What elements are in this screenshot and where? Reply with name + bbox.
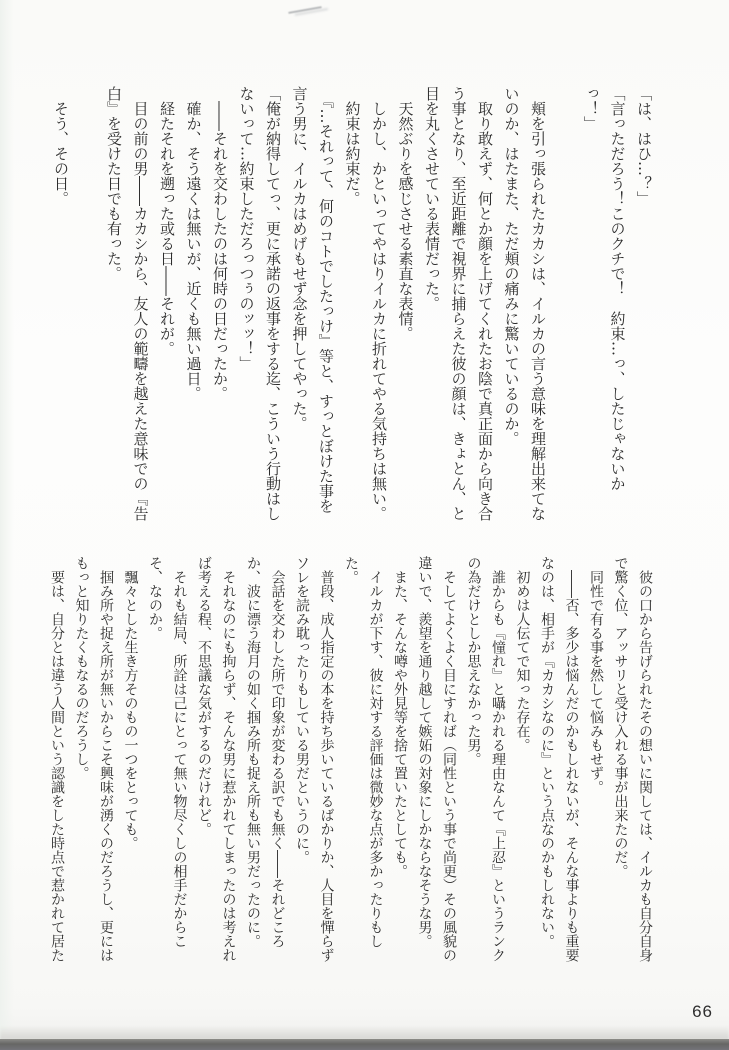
upper-text-block	[48, 86, 658, 523]
blank-line	[551, 86, 578, 523]
text-paragraph: 同性で有る事を然して悩みもせず。	[588, 556, 604, 794]
text-paragraph: 約束は約束だ。	[343, 86, 362, 206]
text-paragraph: それなのにも拘らず、そんな男に惹かれてしまったのは考えれば考える程、不思議な気がするのだけれど。	[196, 556, 237, 962]
blank-line	[74, 86, 101, 523]
text-paragraph: 掴み所や捉え所が無いからこそ興味が湧くのだろうし、更にはもっと知りたくもなるのだろうし。	[73, 556, 114, 962]
text-paragraph: 初めは人伝てで知った存在。	[514, 556, 531, 752]
text-paragraph: 頬を引っ張られたカカシは、イルカの言う意味を理解出来てないのか、はたまた、ただ頬の痛みに驚いているのか。	[502, 86, 547, 521]
text-paragraph: しかし、かといってやはりイルカに折れてやる気持ちは無い。	[370, 86, 388, 521]
text-paragraph: 誰からも『憧れ』と囁かれる理由なんて『上忍』というランクの為だけとしか思えなかった男。	[465, 556, 506, 962]
text-paragraph: 取り敢えず、何とか顔を上げてくれたお陰で真正面から向き合う事となり、至近距離で視界に捕らえた彼の顔は、きょとん、と目を丸くさせている表情だった。	[423, 86, 494, 521]
text-paragraph: 要は、自分とは違う人間という認識をした時点で惹かれて居た	[49, 556, 65, 962]
text-paragraph: 確か、そう遠くは無いが、近くも無い過日。	[184, 86, 203, 401]
text-paragraph: また、そんな噂や外見等を捨て置いたとしても。	[392, 556, 408, 878]
text-paragraph: ――それを交わしたのは何時の日だったか。	[211, 86, 229, 401]
lower-text-block	[45, 556, 658, 965]
text-paragraph: 会話を交わした所で印象が変わる訳でも無く――それどころか、波に漂う海月の如く掴み所も捉え所も無い男だったのに。	[245, 556, 286, 948]
text-paragraph: 「言っただろう！このクチで！ 約束…っ、したじゃないかっ！」	[582, 86, 627, 491]
text-paragraph: そしてよくよく目にすれば（同性という事で尚更）その風貌の違いで、羨望を通り越して嫉妬の対象にしかならなそうな男。	[416, 556, 457, 962]
hair-artifact	[288, 6, 322, 14]
text-paragraph: そう、その日。	[52, 86, 70, 206]
text-paragraph: 「俺が納得してっ、更に承諾の返事をする迄、こういう行動はしないって…約束しただろっつぅのッッ！」	[237, 86, 282, 521]
page-left-edge	[0, 0, 14, 1050]
text-paragraph: 『…それって、何のコトでしたっけ』等と、すっとぼけた事を言う男に、イルカはめげもせず念を押してやった。	[290, 86, 335, 514]
text-paragraph: それも結局、所詮は己にとって無い物尽くしの相手だからこそ、なのか。	[147, 556, 188, 948]
text-paragraph: ――否、多少は悩んだのかもしれないが、そんな事よりも重要なのは、相手が『カカシなのに』という点なのかもしれない。	[539, 556, 580, 962]
text-paragraph: 普段、成人指定の本を持ち歩いているばかりか、人目を憚らずソレを読み耽ったりもしている男だというのに。	[294, 556, 335, 962]
page-number: 66	[692, 1002, 713, 1021]
text-paragraph: 目の前の男――カカシから、友人の範疇を越えた意味での『告白』を受けた日でも有った。	[105, 86, 150, 521]
text-paragraph: 天然ぶりを感じさせる素直な表情。	[396, 86, 415, 341]
text-paragraph: 飄々とした生き方そのもの一つをとっても。	[122, 556, 139, 850]
text-paragraph: 「は、はひ…？」	[635, 86, 653, 206]
page-bottom-edge	[0, 1039, 729, 1050]
text-paragraph: 彼の口から告げられたその想いに関しては、イルカも自分自身で驚く位、アッサリと受け入れる事が出来たのだ。	[612, 556, 653, 962]
page-bottom-shadow	[0, 1026, 729, 1040]
text-paragraph: イルカが下す、彼に対する評価は微妙な点が多かったりもした。	[343, 556, 384, 948]
text-paragraph: 経たそれを遡った或る日――それが。	[158, 86, 176, 356]
